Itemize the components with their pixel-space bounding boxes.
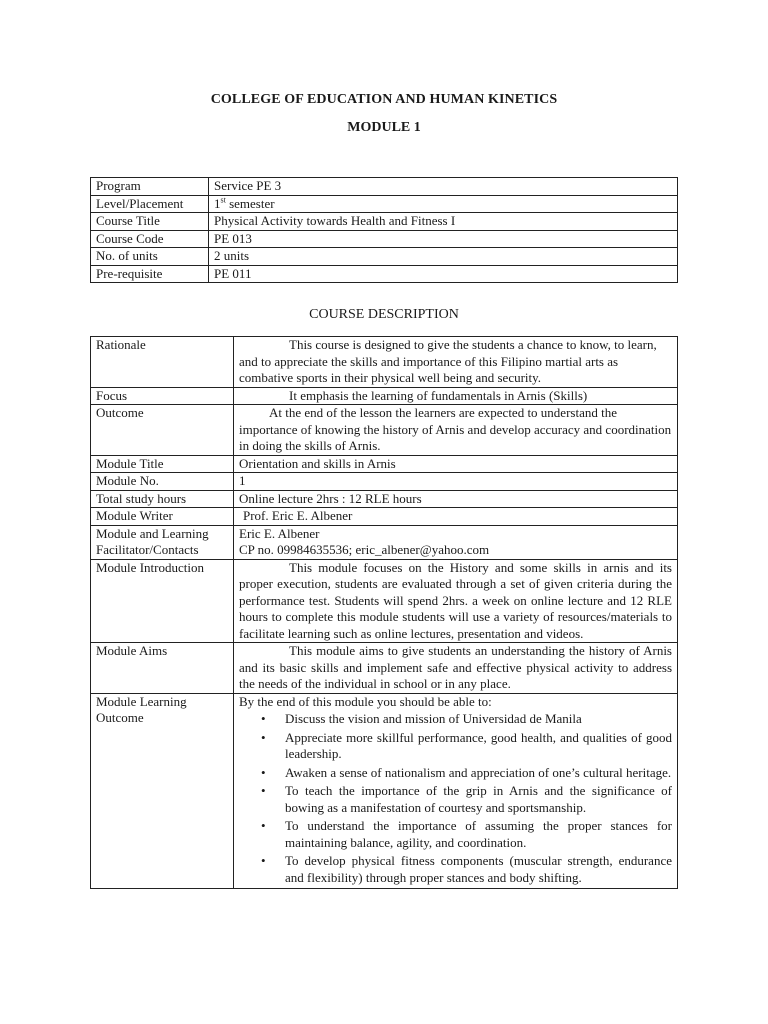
table-row (91, 405, 678, 456)
learning-outcome-cell (234, 693, 678, 889)
table-row (91, 455, 678, 473)
units-value: 2 units (209, 248, 678, 266)
table-row (91, 230, 678, 248)
aims-text: This module aims to give students an understanding the history of Arnis and its basic skills and implement safe and effective physical activity to address the needs of the individual in school or in any place. (234, 643, 678, 694)
focus-text: It emphasis the learning of fundamentals in Arnis (Skills) (234, 387, 678, 405)
module-no-text: 1 (234, 473, 678, 491)
table-row (91, 473, 678, 491)
course-title-label: Course Title (91, 213, 209, 231)
list-item: • Discuss the vision and mission of Universidad de Manila (285, 711, 672, 728)
list-item: • Awaken a sense of nationalism and appreciation of one’s cultural heritage. (285, 765, 672, 782)
module-title-text: Orientation and skills in Arnis (234, 455, 678, 473)
level-value (209, 195, 678, 213)
table-row (91, 693, 678, 889)
learning-outcome-intro: By the end of this module you should be able to: (239, 693, 492, 709)
outcome-label: Outcome (91, 405, 234, 456)
table-row (91, 248, 678, 266)
course-code-value: PE 013 (209, 230, 678, 248)
prerequisite-value: PE 011 (209, 265, 678, 283)
table-row (91, 525, 678, 559)
table-row (91, 213, 678, 231)
writer-text: Prof. Eric E. Albener (234, 508, 678, 526)
module-heading: MODULE 1 (347, 120, 421, 135)
facilitator-cell (234, 525, 678, 559)
course-code-label: Course Code (91, 230, 209, 248)
table-row (91, 559, 678, 643)
course-title-value: Physical Activity towards Health and Fitness I (209, 213, 678, 231)
study-hours-label: Total study hours (91, 490, 234, 508)
outcome-text: At the end of the lesson the learners are expected to understand the importance of knowing the history of Arnis and develop accuracy and coordination in doing the skills of Arnis. (234, 405, 678, 456)
focus-label: Focus (91, 387, 234, 405)
list-item: • To teach the importance of the grip in Arnis and the significance of bowing as a manifestation of courtesy and sportsmanship. (285, 783, 672, 816)
study-hours-text: Online lecture 2hrs : 12 RLE hours (234, 490, 678, 508)
program-value: Service PE 3 (209, 178, 678, 196)
table-row (91, 490, 678, 508)
prerequisite-label: Pre-requisite (91, 265, 209, 283)
module-title-label: Module Title (91, 455, 234, 473)
table-row (91, 387, 678, 405)
level-number: 1 (214, 195, 221, 211)
learning-outcome-list (239, 711, 672, 886)
aims-label: Module Aims (91, 643, 234, 694)
facilitator-label: Module and Learning Facilitator/Contacts (91, 525, 234, 559)
list-item: • Appreciate more skillful performance, good health, and qualities of good leadership. (285, 730, 672, 763)
table-row (91, 265, 678, 283)
program-label: Program (91, 178, 209, 196)
rationale-label: Rationale (91, 337, 234, 388)
writer-label: Module Writer (91, 508, 234, 526)
level-label: Level/Placement (91, 195, 209, 213)
rationale-text: This course is designed to give the students a chance to know, to learn, and to appreciate the skills and importance of this Filipino martial arts as combative sports in their physical well being and security. (234, 337, 678, 388)
facilitator-name: Eric E. Albener (239, 525, 320, 541)
table-row (91, 643, 678, 694)
table-row (91, 178, 678, 196)
level-rest: semester (225, 195, 275, 211)
table-row (91, 195, 678, 213)
table-row (91, 337, 678, 388)
facilitator-contact: CP no. 09984635536; eric_albener@yahoo.com (239, 542, 490, 557)
module-no-label: Module No. (91, 473, 234, 491)
course-description-table (90, 336, 678, 889)
introduction-label: Module Introduction (91, 559, 234, 643)
learning-outcome-label: Module Learning Outcome (91, 693, 234, 889)
level-suffix: st (220, 195, 226, 205)
list-item: • To develop physical fitness components (muscular strength, endurance and flexibility) through proper stances and body shifting. (285, 853, 672, 886)
table-row (91, 508, 678, 526)
course-info-table (90, 177, 678, 283)
college-heading: COLLEGE OF EDUCATION AND HUMAN KINETICS (210, 92, 558, 107)
introduction-text: This module focuses on the History and some skills in arnis and its proper execution, students are evaluated through a set of given criteria during the performance test. Students will spend 2hrs. a week on online lecture and 12 RLE hours to complete this module students will use a variety of resources/materials to facilitate learning such as online lectures, presentation and videos. (234, 559, 678, 643)
course-description-title: COURSE DESCRIPTION (309, 307, 459, 322)
list-item: • To understand the importance of assuming the proper stances for maintaining balance, agility, and coordination. (285, 818, 672, 851)
units-label: No. of units (91, 248, 209, 266)
